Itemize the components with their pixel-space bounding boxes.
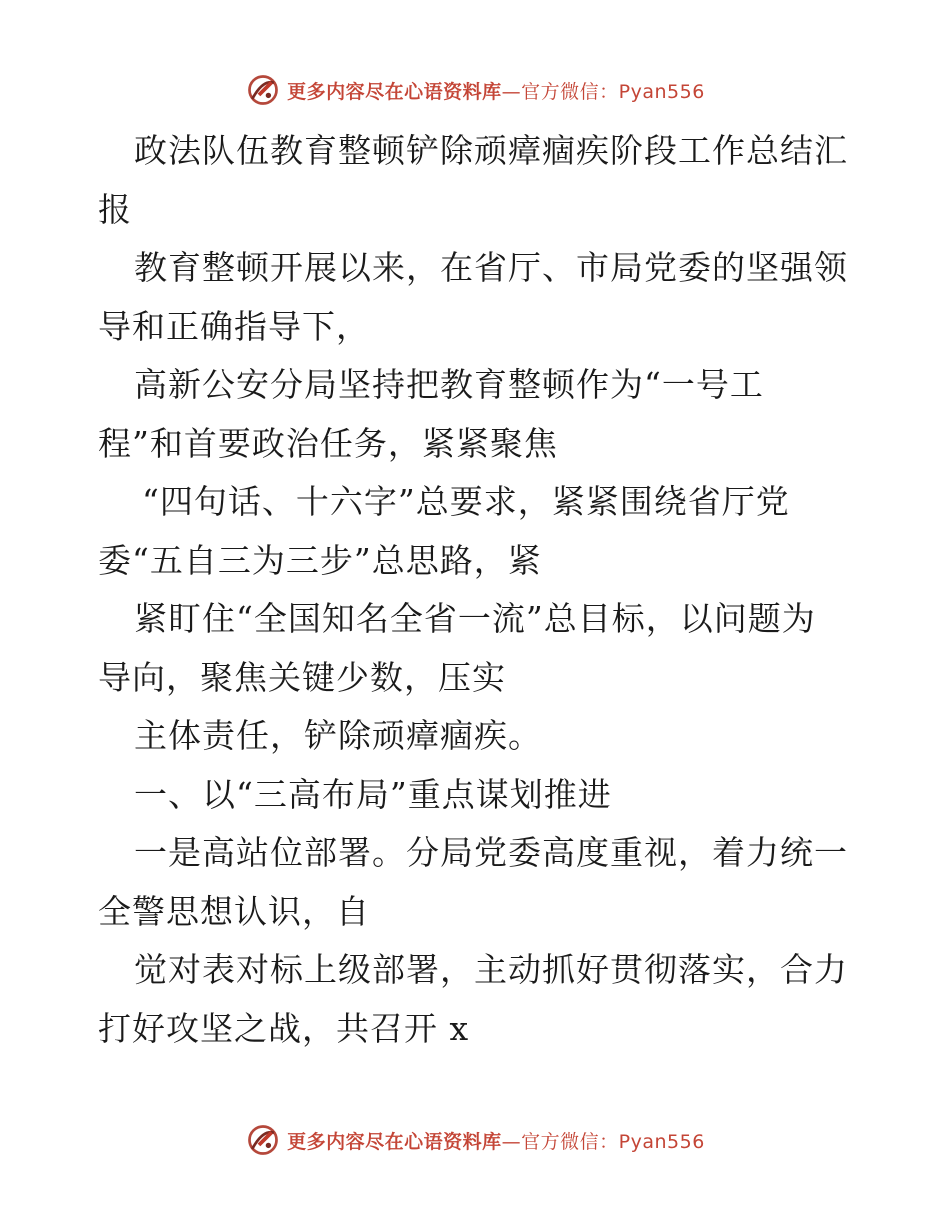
paragraph-line: 委“五自三为三步”总思路，紧 (98, 540, 542, 580)
document-body (98, 122, 858, 1058)
paragraph-line: 导向，聚焦关键少数，压实 (98, 657, 506, 697)
paragraph-line: 程”和首要政治任务，紧紧聚焦 (98, 423, 558, 463)
paragraph-line: 一是高站位部署。分局党委高度重视，着力统一 (134, 833, 848, 872)
paragraph-line: 觉对表对标上级部署，主动抓好贯彻落实，合力 (134, 950, 848, 989)
doc-title-line-2: 报 (98, 189, 132, 229)
paragraph-line: 打好攻坚之战，共召开 x (98, 1008, 470, 1048)
paragraph-line: 教育整顿开展以来，在省厅、市局党委的坚强领 (134, 248, 848, 287)
paragraph-line: “四句话、十六字”总要求，紧紧围绕省厅党 (142, 482, 790, 521)
footer-watermark (0, 1118, 950, 1162)
paragraph-line: 主体责任，铲除顽瘴痼疾。 (134, 716, 542, 755)
doc-title-line-1: 政法队伍教育整顿铲除顽瘴痼疾阶段工作总结汇 (134, 131, 848, 170)
paragraph-line: 高新公安分局坚持把教育整顿作为“一号工 (134, 365, 764, 404)
logo-icon (245, 72, 281, 108)
header-watermark (0, 68, 950, 112)
logo-icon (245, 1122, 281, 1158)
paragraph-line: 紧盯住“全国知名全省一流”总目标，以问题为 (134, 599, 816, 638)
watermark-text: 更多内容尽在心语资料库—官方微信：Pyan556 (287, 80, 705, 103)
paragraph-line: 全警思想认识，自 (98, 891, 370, 931)
section-heading: 一、以“三高布局”重点谋划推进 (134, 774, 612, 814)
paragraph-line: 导和正确指导下， (98, 306, 370, 346)
watermark-text: 更多内容尽在心语资料库—官方微信：Pyan556 (287, 1130, 705, 1153)
